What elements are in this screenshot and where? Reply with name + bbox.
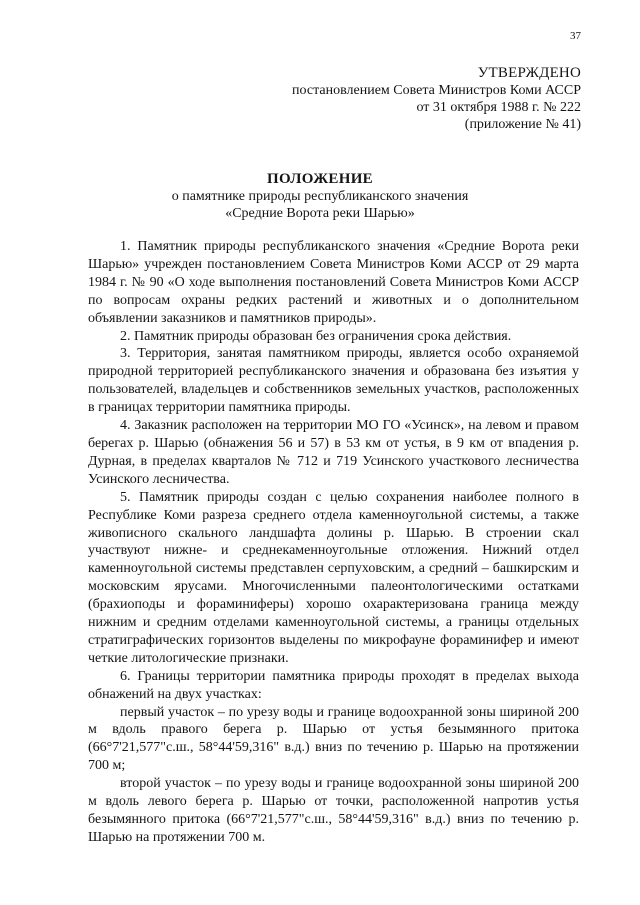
document-subtitle-1: о памятнике природы республиканского значения [171, 189, 469, 204]
paragraph-3: 3. Территория, занятая памятником природы, является особо охраняемой природной территорией республиканского значения и образована без изъятия у пользователей, владельцев и собственников земельных участков, расположенных в границах территории памятника природы. [88, 346, 579, 416]
paragraph-2: 2. Памятник природы образован без ограничения срока действия. [120, 328, 512, 344]
approval-stamp [292, 65, 581, 133]
document-title-block [0, 171, 640, 222]
document-subtitle-2: «Средние Ворота реки Шарью» [225, 206, 415, 221]
paragraph-1: 1. Памятник природы республиканского значения «Средние Ворота реки Шарью» учрежден постановлением Совета Министров Коми АССР от 29 марта 1984 г. № 90 «О ходе выполнения постановлений Совета Министров Коми АССР по вопросам охраны редких растений и животных и о дополнительном объявлении заказников и памятников природы». [88, 239, 579, 326]
paragraph-first-section: первый участок – по урезу воды и границе водоохранной зоны шириной 200 м вдоль правого берега р. Шарью от устья безымянного притока (66°7'21,577"с.ш., 58°44'59,316" в.д.) вниз по течению р. Шарью на протяжении 700 м; [88, 704, 579, 774]
paragraph-second-section: второй участок – по урезу воды и границе водоохранной зоны шириной 200 м вдоль левого берега р. Шарью от точки, расположенной напротив устья безымянного притока (66°7'21,577"с.ш., 58°44'59,316" в.д.) вниз по течению р. Шарью на протяжении 700 м. [88, 776, 579, 845]
page-number: 37 [570, 30, 581, 42]
paragraph-4: 4. Заказник расположен на территории МО ГО «Усинск», на левом и правом берегах р. Шарью (обнажения 56 и 57) в 53 км от устья, в 9 км от впадения р. Дурная, в пределах кварталов № 712 и 719 Усинского участкового лесничества Усинского лесничества. [88, 418, 579, 487]
approval-line-2: от 31 октября 1988 г. № 222 [416, 100, 581, 115]
approval-heading: УТВЕРЖДЕНО [477, 65, 581, 81]
paragraph-5: 5. Памятник природы создан с целью сохранения наиболее полного в Республике Коми разреза среднего отдела каменноугольной системы, а также живописного скального ландшафта долины р. Шарью. В строении скал участвуют нижне- и среднекаменноугольные отложения. Нижний отдел каменноугольной системы представлен серпуховским, а средний – башкирским и московским ярусами. Многочисленными палеонтологическими остатками (брахиоподы и фораминиферы) хорошо охарактеризована граница между нижним и средним отделами каменноугольной системы, а границы отдельных стратиграфических горизонтов выделены по микрофауне фораминифер и имеют четкие литологические признаки. [88, 489, 579, 666]
document-title: ПОЛОЖЕНИЕ [267, 171, 373, 187]
document-body [88, 238, 579, 847]
paragraph-6: 6. Границы территории памятника природы проходят в пределах выхода обнажений на двух участках: [88, 668, 579, 702]
approval-line-3: (приложение № 41) [464, 117, 581, 132]
approval-line-1: постановлением Совета Министров Коми АССР [292, 83, 581, 98]
